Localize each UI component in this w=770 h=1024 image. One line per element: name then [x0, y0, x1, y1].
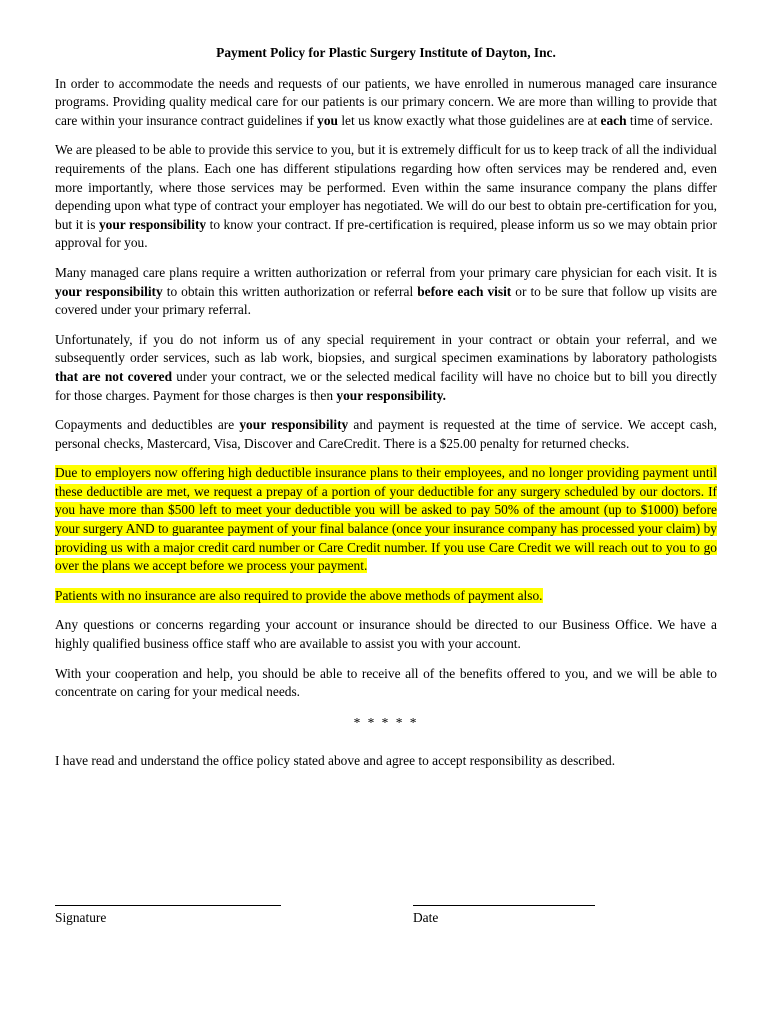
text-run: or to be sure that follow up visits are covered under your primary referral.: [55, 283, 717, 318]
paragraph-cooperation: With your cooperation and help, you should be able to receive all of the benefits offered to you, and we will be able to concentrate on caring for your medical needs.: [55, 665, 717, 700]
bold-text: that are not covered: [55, 368, 173, 384]
bold-text: your responsibility: [55, 283, 163, 299]
bold-text: your responsibility.: [336, 387, 447, 403]
text-run: to obtain this written authorization or referral: [162, 283, 418, 299]
text-run: to know your contract. If pre-certification is required, please inform us so we may obtain prior approval for you.: [55, 216, 718, 251]
signature-label: Signature: [55, 910, 107, 925]
paragraph-precertification: [55, 141, 717, 253]
bold-text: you: [317, 112, 338, 128]
paragraph-business-office: Any questions or concerns regarding your account or insurance should be directed to our Business Office. We have a highly qualified business office staff who are available to assist you with your account.: [55, 617, 717, 652]
acknowledgement-statement: I have read and understand the office policy stated above and agree to accept responsibility as described.: [55, 753, 616, 769]
text-run: under your contract, we or the selected medical facility will have no choice but to bill you directly for those charges. Payment for those charges is then: [55, 368, 717, 403]
date-block[interactable]: [413, 905, 595, 926]
date-label: Date: [413, 910, 439, 925]
bold-text: each: [600, 112, 627, 128]
bold-text: before each visit: [417, 283, 512, 299]
text-run: Copayments and deductibles are: [55, 417, 240, 433]
bold-text: your responsibility: [98, 216, 207, 232]
date-line[interactable]: [413, 905, 595, 906]
policy-document: [55, 44, 717, 771]
bold-text: your responsibility: [239, 417, 349, 433]
paragraph-insurance-programs: [55, 75, 717, 131]
text-run: Many managed care plans require a written authorization or referral from your primary care physician for each visit. It is: [55, 264, 717, 280]
text-run: time of service.: [626, 112, 713, 128]
paragraph-deductible-prepay: [55, 464, 717, 576]
paragraph-no-insurance: [55, 587, 717, 606]
section-separator: * * * * *: [353, 714, 419, 730]
paragraph-uncovered-services: [55, 331, 717, 405]
highlighted-text: Patients with no insurance are also required to provide the above methods of payment also.: [55, 587, 543, 603]
signature-section: [55, 905, 717, 945]
signature-line[interactable]: [55, 905, 281, 906]
paragraph-referral: [55, 264, 717, 320]
highlighted-text: Due to employers now offering high deductible insurance plans to their employees, and no longer providing payment until these deductible are met, we request a prepay of a portion of your deductible for any surgery scheduled by our doctors. If you have more than $500 left to meet your deductible you will be asked to pay 50% of the amount (up to $1000) before your surgery AND to guarantee payment of your final balance (once your insurance company has processed your claim) by providing us with a major credit card number or Care Credit number. If you use Care Credit we will reach out to you to go over the plans we accept before we process your payment.: [55, 465, 717, 574]
text-run: Unfortunately, if you do not inform us of any special requirement in your contract or obtain your referral, and we subsequently order services, such as lab work, biopsies, and surgical specimen examinations by laboratory pathologists: [55, 331, 717, 366]
signature-block[interactable]: [55, 905, 281, 926]
paragraph-copayments: [55, 416, 717, 453]
text-run: and payment is requested at the time of service. We accept cash, personal checks, Mastercard, Visa, Discover and CareCredit. There is a $25.00 penalty for returned checks.: [55, 417, 717, 451]
page-title: Payment Policy for Plastic Surgery Institute of Dayton, Inc.: [216, 45, 556, 60]
text-run: In order to accommodate the needs and requests of our patients, we have enrolled in numerous managed care insurance programs. Providing quality medical care for our patients is our primary concern. We are more than willing to provide that care within your insurance contract guidelines if: [55, 75, 717, 128]
text-run: We are pleased to be able to provide this service to you, but it is extremely difficult for us to keep track of all the individual requirements of the plans. Each one has different stipulations regarding how often services may be rendered and, even more importantly, where those services may be performed. Even within the same insurance company the plans differ depending upon what type of contract your employer has negotiated. We will do our best to obtain pre-certification for you, but it is: [55, 142, 717, 232]
text-run: let us know exactly what those guidelines are at: [337, 112, 601, 128]
